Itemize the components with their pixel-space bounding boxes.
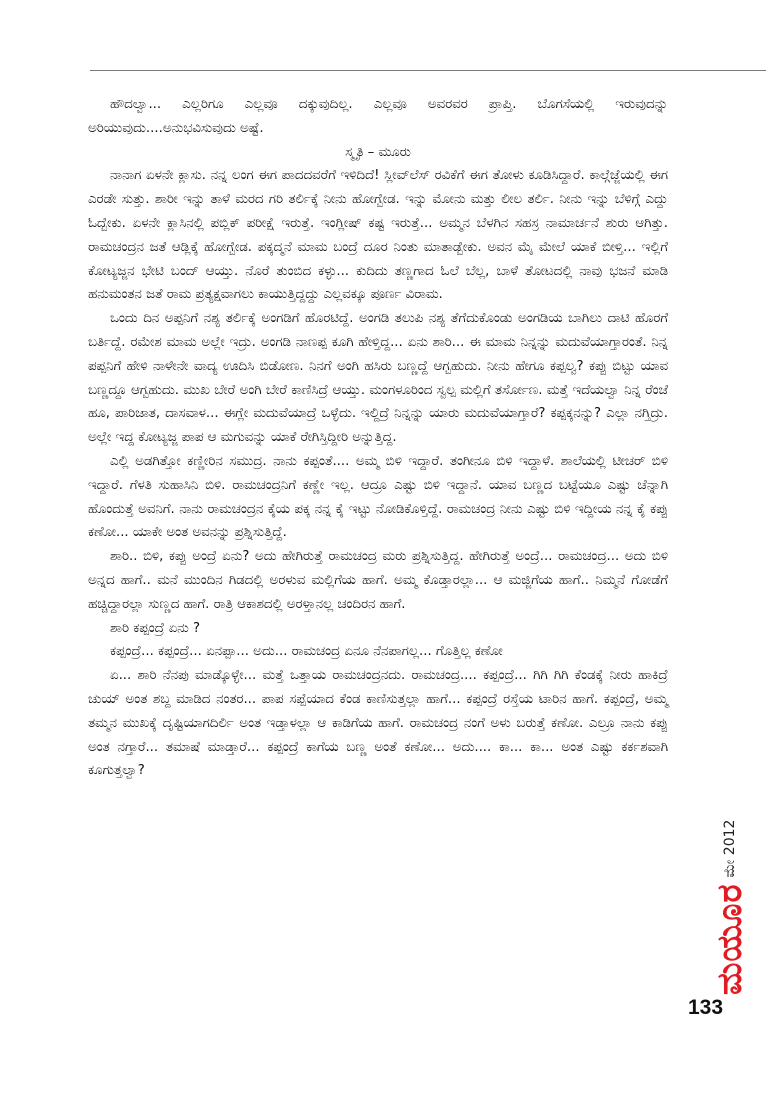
section-heading: ಸ್ಮೃತಿ – ಮೂರು bbox=[345, 144, 411, 160]
header-rule bbox=[90, 70, 766, 71]
paragraph: ಎಲ್ಲಿ ಅಡಗಿತ್ತೋ ಕಣ್ಣೀರಿನ ಸಮುದ್ರ. ನಾನು ಕಪ್ಪಂತೆ.... ಅಮ್ಮ ಬಿಳಿ ಇದ್ದಾರೆ. ತಂಗೀನೂ ಬಿಳಿ ಇದ್ದಾಳೆ. ಶಾಲೆಯಲ್ಲಿ ಟೀಚರ್ ಬಿಳಿ ಇದ್ದಾರೆ. ಗೆಳತಿ ಸುಹಾಸಿನಿ ಬಿಳಿ. ರಾಮಚಂದ್ರನಿಗೆ ಕಣ್ಣೇ ಇಲ್ಲ. ಆದ್ರೂ ಎಷ್ಟು ಬಿಳಿ ಇದ್ದಾನೆ. ಯಾವ ಬಣ್ಣದ ಬಟ್ಟೆಯೂ ಎಷ್ಟು ಚೆನ್ನಾಗಿ ಹೊಂದುತ್ತೆ ಅವನಿಗೆ. ನಾನು ರಾಮಚಂದ್ರನ ಕೈಯ ಪಕ್ಕ ನನ್ನ ಕೈ ಇಟ್ಟು ನೋಡಿಕೊಳ್ತಿದ್ದೆ. ರಾಮಚಂದ್ರ ನೀನು ಎಷ್ಟು ಬಿಳಿ ಇದ್ದೀಯ ನನ್ನ ಕೈ ಕಪ್ಪು ಕಣೋ... ಯಾಕೇ ಅಂತ ಅವನನ್ನು ಪ್ರಶ್ನಿಸುತ್ತಿದ್ದೆ. bbox=[88, 453, 668, 541]
dialogue-line: ಏ... ಶಾರಿ ನೆನಪು ಮಾಡ್ಕೊಳ್ಳೇ... ಮತ್ತೆ ಒತ್ತಾಯ ರಾಮಚಂದ್ರನದು. ರಾಮಚಂದ್ರ.... ಕಪ್ಪಂದ್ರೆ... ಗಿಗಿ ಗಿಗಿ ಕೆಂಡಕ್ಕೆ ನೀರು ಹಾಕಿದ್ರೆ ಚುಯ್ ಅಂತ ಶಬ್ದ ಮಾಡಿದ ನಂತರ... ಪಾಪ ಸಪ್ಪೆಯಾದ ಕೆಂಡ ಕಾಣಿಸುತ್ತಲ್ಲಾ ಹಾಗೆ... ಕಪ್ಪಂದ್ರೆ ರಸ್ತೆಯ ಟಾರಿನ ಹಾಗೆ. ಕಪ್ಪಂದ್ರೆ, ಅಮ್ಮ ತಮ್ಮನ ಮುಖಕ್ಕೆ ದೃಷ್ಟಿಯಾಗದಿರ್ಲಿ ಅಂತ ಇಡ್ತಾಳಲ್ಲಾ ಆ ಕಾಡಿಗೆಯ ಹಾಗೆ. ರಾಮಚಂದ್ರ ನಂಗೆ ಅಳು ಬರುತ್ತೆ ಕಣೋ. ಎಲ್ರೂ ನಾನು ಕಪ್ಪು ಅಂತ ನಗ್ತಾರೆ... ತಮಾಷೆ ಮಾಡ್ತಾರೆ... ಕಪ್ಪಂದ್ರೆ ಕಾಗೆಯ ಬಣ್ಣ ಅಂತೆ ಕಣೋ... ಅದು.... ಕಾ... ಕಾ... ಅಂತ ಎಷ್ಟು ಕರ್ಕಶವಾಗಿ ಕೂಗುತ್ತಲ್ವಾ? bbox=[88, 668, 668, 779]
article-body bbox=[88, 93, 668, 783]
paragraph: ಒಂದು ದಿನ ಅಪ್ಪನಿಗೆ ನಶ್ಯ ತರ್ಲಿಕ್ಕೆ ಅಂಗಡಿಗೆ ಹೊರಟಿದ್ದೆ. ಅಂಗಡಿ ತಲುಪಿ ನಶ್ಯ ತೆಗೆದುಕೊಂಡು ಅಂಗಡಿಯ ಬಾಗಿಲು ದಾಟಿ ಹೊರಗೆ ಬರ್ತಿದ್ದೆ. ರಮೇಶ ಮಾಮ ಅಲ್ಲೇ ಇದ್ರು. ಅಂಗಡಿ ನಾಣಪ್ಪ ಕೂಗಿ ಹೇಳ್ತಿದ್ದ... ಏನು ಶಾರಿ... ಈ ಮಾಮ ನಿನ್ನನ್ನು ಮದುವೆಯಾಗ್ತಾರಂತೆ. ನಿನ್ನ ಪಪ್ಪನಿಗೆ ಹೇಳಿ ನಾಳೇನೇ ವಾದ್ಯ ಊದಿಸಿ ಬಿಡೋಣ. ನಿನಗೆ ಅಂಗಿ ಹಸಿರು ಬಣ್ಣದ್ದೆ ಆಗ್ಬಹುದು. ನೀನು ಹೇಗೂ ಕಪ್ಪಲ್ವ? ಕಪ್ಪು ಬಿಟ್ಟು ಯಾವ ಬಣ್ಣದ್ದೂ ಆಗ್ಬಹುದು. ಮುಖ ಬೇರೆ ಅಂಗಿ ಬೇರೆ ಕಾಣಿಸಿದ್ರೆ ಆಯ್ತು. ಮಂಗಳೂರಿಂದ ಸ್ವಲ್ಪ ಮಲ್ಲಿಗೆ ತರ್ಸೋಣ. ಮತ್ತೆ ಇದೆಯಲ್ವಾ ನಿನ್ನ ರೆಂಜೆ ಹೂ, ಪಾರಿಜಾತ, ದಾಸವಾಳ... ಈಗ್ಲೇ ಮದುವೆಯಾದ್ರೆ ಒಳ್ಳೆದು. ಇಲ್ದಿದ್ರೆ ನಿನ್ನನ್ನು ಯಾರು ಮದುವೆಯಾಗ್ತಾರೆ? ಕಪ್ಪಕ್ಕನನ್ನು? ಎಲ್ಲಾ ನಗ್ತಿದ್ರು. ಅಲ್ಲೇ ಇದ್ದ ಕೋಟ್ಯಜ್ಜ ಪಾಪ ಆ ಮಗುವನ್ನು ಯಾಕೆ ರೇಗಿಸ್ತಿದ್ದೀರಿ ಅನ್ನುತ್ತಿದ್ದ. bbox=[88, 311, 668, 446]
issue-date: ಮೇ 2012 bbox=[722, 819, 738, 878]
magazine-sidebar bbox=[690, 819, 750, 995]
dialogue-line: ಕಪ್ಪಂದ್ರೆ... ಕಪ್ಪಂದ್ರೆ... ಏನಪ್ಪಾ... ಅದು... ರಾಮಚಂದ್ರ ಏನೂ ನೆನಪಾಗಲ್ಲ... ಗೊತ್ತಿಲ್ಲ ಕಣೋ bbox=[110, 644, 503, 660]
intro-paragraph: ಹೌದಲ್ವಾ... ಎಲ್ಲರಿಗೂ ಎಲ್ಲವೂ ದಕ್ಕುವುದಿಲ್ಲ. ಎಲ್ಲವೂ ಅವರವರ ಪ್ರಾಪ್ತಿ. ಬೊಗಸೆಯಲ್ಲಿ ಇರುವುದನ್ನು ಅರಿಯುವುದು....ಅನುಭವಿಸುವುದು ಅಷ್ಟೆ. bbox=[88, 97, 668, 136]
paragraph: ಶಾರಿ.. ಬಿಳಿ, ಕಪ್ಪು ಅಂದ್ರೆ ಏನು? ಅದು ಹೇಗಿರುತ್ತೆ ರಾಮಚಂದ್ರ ಮರು ಪ್ರಶ್ನಿಸುತ್ತಿದ್ದ. ಹೇಗಿರುತ್ತೆ ಅಂದ್ರೆ... ರಾಮಚಂದ್ರ... ಅದು ಬಿಳಿ ಅನ್ನದ ಹಾಗೆ.. ಮನೆ ಮುಂದಿನ ಗಿಡದಲ್ಲಿ ಅರಳುವ ಮಲ್ಲಿಗೆಯ ಹಾಗೆ. ಅಮ್ಮ ಕೊಡ್ತಾರಲ್ಲಾ... ಆ ಮಜ್ಜಿಗೆಯ ಹಾಗೆ.. ನಿಮ್ಮನೆ ಗೋಡೆಗೆ ಹಚ್ಚಿದ್ದಾರಲ್ಲಾ ಸುಣ್ಣದ ಹಾಗೆ. ರಾತ್ರಿ ಆಕಾಶದಲ್ಲಿ ಅರಳ್ತಾನಲ್ಲ ಚಂದಿರನ ಹಾಗೆ. bbox=[88, 549, 668, 612]
dialogue-line: ಶಾರಿ ಕಪ್ಪಂದ್ರೆ ಏನು ? bbox=[110, 620, 201, 636]
page-number: 133 bbox=[688, 996, 724, 1019]
magazine-title: ಮಯೂರ bbox=[710, 883, 750, 995]
paragraph: ನಾನಾಗ ಏಳನೇ ಕ್ಲಾಸು. ನನ್ನ ಲಂಗ ಈಗ ಪಾದದವರೆಗೆ ಇಳಿದಿದೆ! ಸ್ಲೀವ್‌ಲೆಸ್ ರವಿಕೆಗೆ ಈಗ ತೋಳು ಕೂಡಿಸಿದ್ದಾರೆ. ಕಾಲ್ಗೆಜ್ಜೆಯಲ್ಲಿ ಈಗ ಎರಡೇ ಸುತ್ತು. ಶಾರೀ ಇನ್ನು ತಾಳೆ ಮರದ ಗರಿ ತರ್ಲಿಕ್ಕೆ ನೀನು ಹೋಗ್ಬೇಡ. ಇನ್ನು ಮೋನು ಮತ್ತು ಲೀಲ ತರ್ಲಿ. ನೀನು ಇನ್ನು ಬೆಳಿಗ್ಗೆ ಎದ್ದು ಓದ್ಬೇಕು. ಏಳನೇ ಕ್ಲಾಸಿನಲ್ಲಿ ಪಬ್ಲಿಕ್ ಪರೀಕ್ಷೆ ಇರುತ್ತೆ. ಇಂಗ್ಲೀಷ್ ಕಷ್ಟ ಇರುತ್ತೆ... ಅಮ್ಮನ ಬೆಳಗಿನ ಸಹಸ್ರ ನಾಮಾರ್ಚನೆ ಶುರು ಆಗಿತ್ತು. ರಾಮಚಂದ್ರನ ಜತೆ ಆಡ್ಲಿಕ್ಕೆ ಹೋಗ್ಬೇಡ. ಪಕ್ಕದ್ಮನೆ ಮಾಮ ಬಂದ್ರೆ ದೂರ ನಿಂತು ಮಾತಾಡ್ಬೇಕು. ಅವನ ಮೈ ಮೇಲೆ ಯಾಕೆ ಬೀಳ್ತಿ... ಇಲ್ಲಿಗೆ ಕೋಟ್ಯಜ್ಜನ ಭೇಟಿ ಬಂದ್ ಆಯ್ತು. ನೊರೆ ತುಂಬಿದ ಕಳ್ಳು... ಕುದಿದು ತಣ್ಣಗಾದ ಓಲೆ ಬೆಲ್ಲ, ಬಾಳೆ ತೋಟದಲ್ಲಿ ನಾವು ಭಜನೆ ಮಾಡಿ ಹನುಮಂತನ ಜತೆ ರಾಮ ಪ್ರತ್ಯಕ್ಷವಾಗಲು ಕಾಯುತ್ತಿದ್ದದ್ದು ಎಲ್ಲವಕ್ಕೂ ಪೂರ್ಣ ವಿರಾಮ. bbox=[88, 168, 668, 303]
